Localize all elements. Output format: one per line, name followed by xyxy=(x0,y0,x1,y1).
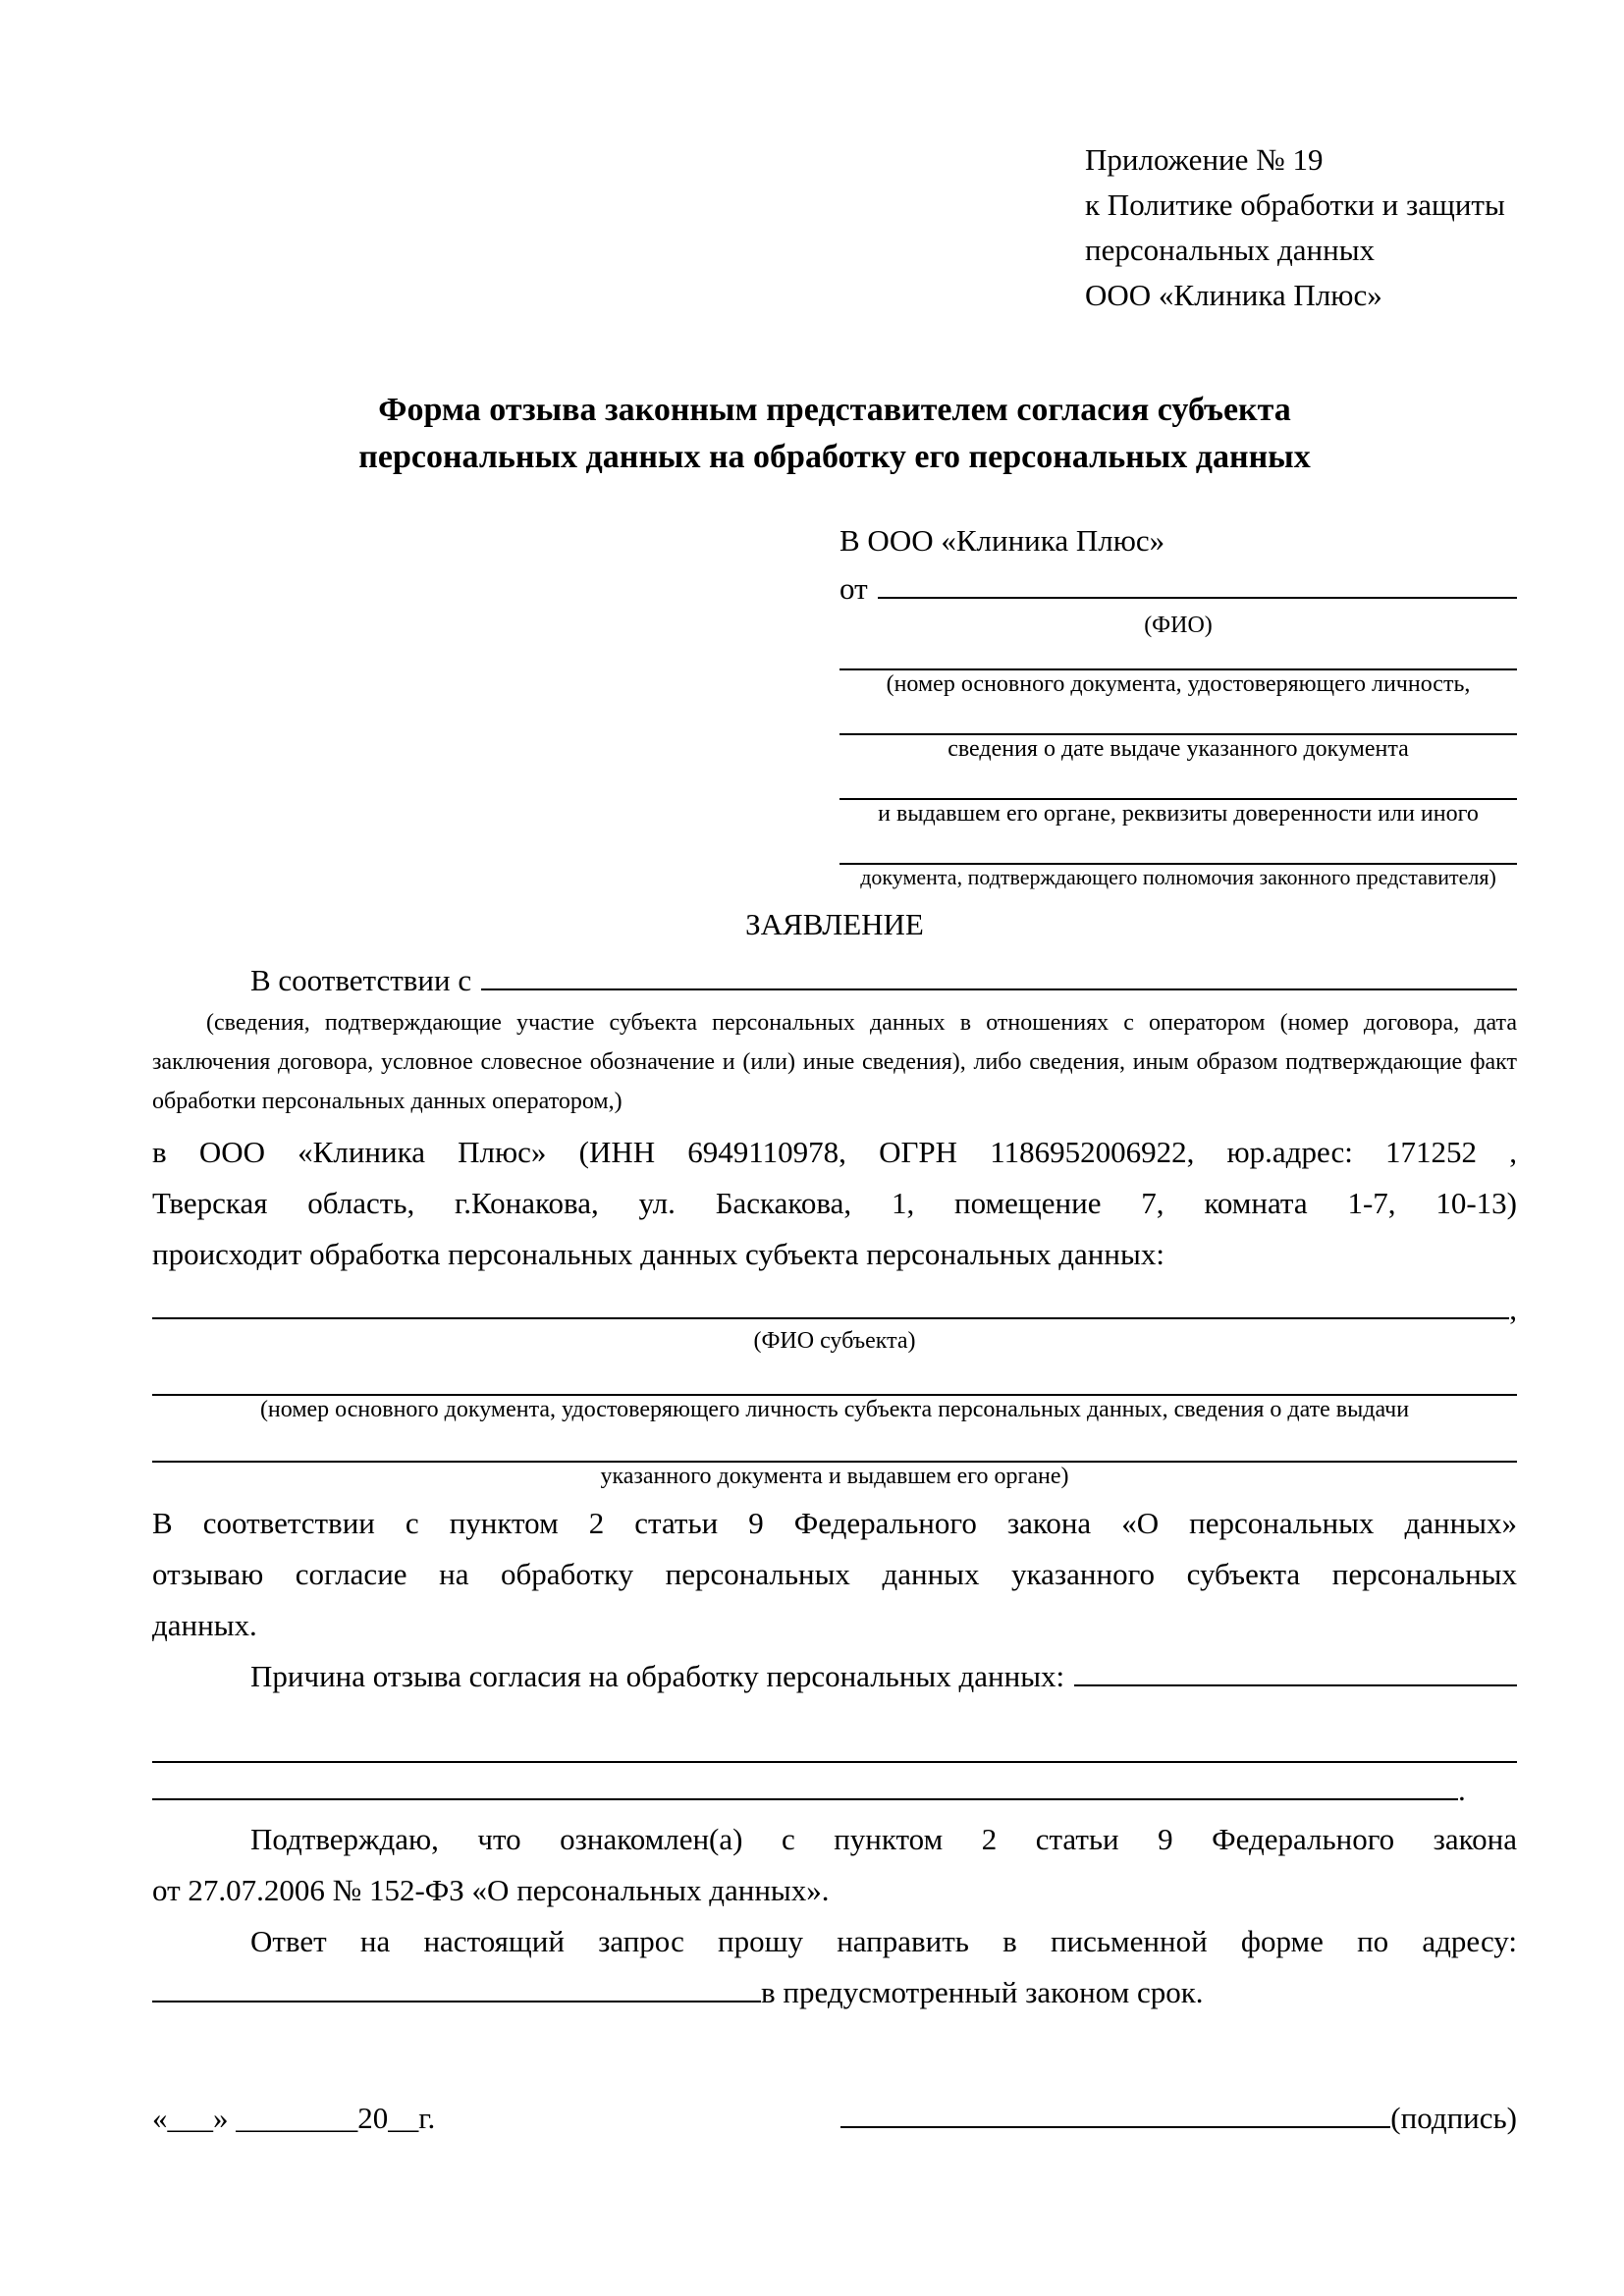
subject-fio-row xyxy=(152,1284,1517,1327)
reason-label: Причина отзыва согласия на обработку персональных данных: xyxy=(250,1659,1065,1693)
representative-doc-caption: документа, подтверждающего полномочия законного представителя) xyxy=(860,865,1496,889)
operator-paragraph-line: происходит обработка персональных данных субъекта персональных данных: xyxy=(152,1237,1164,1271)
reason-row xyxy=(152,1651,1517,1702)
document-title xyxy=(152,387,1517,481)
signature-row xyxy=(152,2093,1517,2136)
reason-period: . xyxy=(1458,1773,1466,1807)
confirm-paragraph-line: от 27.07.2006 № 152-ФЗ «О персональных данных». xyxy=(152,1873,830,1907)
subject-fio-field-line xyxy=(152,1284,1509,1319)
date-blank: «___» ________20__г. xyxy=(152,2101,436,2135)
operator-paragraph xyxy=(152,1127,1517,1280)
reply-suffix: в предусмотренный законом срок. xyxy=(761,1975,1204,2009)
basis-caption-line: заключения договора, условное словесное обозначение и (или) иные сведения), либо сведения, иным образом подтверждающие факт xyxy=(152,1049,1517,1075)
fio-caption: (ФИО) xyxy=(1144,613,1213,638)
reply-address-field-line xyxy=(152,1967,761,2002)
operator-paragraph-line: Тверская область, г.Конакова, ул. Баскакова, 1, помещение 7, комната 1-7, 10-13) xyxy=(152,1186,1517,1220)
reason-field-line-3-row xyxy=(152,1773,1517,1808)
withdrawal-paragraph-line: отзываю согласие на обработку персональных данных указанного субъекта персональных xyxy=(152,1557,1517,1591)
appendix-note-line: персональных данных xyxy=(1085,233,1376,267)
document-title-line: персональных данных на обработку его персональных данных xyxy=(358,439,1311,475)
basis-prefix: В соответствии с xyxy=(250,963,472,997)
appendix-note-line: Приложение № 19 xyxy=(1085,142,1324,177)
subject-doc-field-line xyxy=(152,1437,1517,1463)
withdrawal-paragraph-line: данных. xyxy=(152,1608,257,1642)
withdrawal-paragraph-line: В соответствии с пунктом 2 статьи 9 Федерального закона «О персональных данных» xyxy=(152,1506,1517,1540)
confirm-paragraph xyxy=(152,1814,1517,1916)
representative-doc-field-line xyxy=(839,839,1517,865)
signature-caption: (подпись) xyxy=(1390,2101,1517,2135)
basis-row xyxy=(152,955,1517,1003)
basis-caption-line: обработки персональных данных оператором,) xyxy=(152,1089,623,1114)
confirm-paragraph-line: Подтверждаю, что ознакомлен(а) с пунктом 2 статьи 9 Федерального закона xyxy=(250,1822,1517,1856)
subject-fio-comma: , xyxy=(1509,1292,1517,1326)
appendix-note-line: к Политике обработки и защиты xyxy=(1085,187,1505,222)
basis-caption xyxy=(152,1003,1517,1121)
representative-doc-field-line xyxy=(839,710,1517,735)
representative-doc-field-line xyxy=(839,774,1517,800)
representative-fio-field-line xyxy=(878,563,1517,599)
representative-doc-caption: сведения о дате выдаче указанного документа xyxy=(947,736,1409,762)
subject-doc-caption: (номер основного документа, удостоверяющего личность субъекта персональных данных, сведения о дате выдачи xyxy=(259,1397,1410,1422)
signature-right xyxy=(840,2093,1517,2136)
signature-field-line xyxy=(840,2093,1390,2128)
statement-heading: ЗАЯВЛЕНИЕ xyxy=(745,907,924,941)
from-row xyxy=(839,563,1517,612)
representative-doc-caption: и выдавшем его органе, реквизиты доверенности или иного xyxy=(878,801,1479,827)
representative-doc-field-line xyxy=(839,645,1517,670)
basis-caption-line: (сведения, подтверждающие участие субъекта персональных данных в отношениях с оператором (номер договора, дата xyxy=(206,1010,1517,1036)
reason-field-line-3 xyxy=(152,1775,1458,1800)
operator-paragraph-line: в ООО «Клиника Плюс» (ИНН 6949110978, ОГРН 1186952006922, юр.адрес: 171252 , xyxy=(152,1135,1517,1169)
reply-paragraph-line: Ответ на настоящий запрос прошу направить в письменной форме по адресу: xyxy=(250,1924,1517,1958)
reply-address-row xyxy=(152,1967,1517,2018)
subject-fio-caption: (ФИО субъекта) xyxy=(753,1328,916,1354)
appendix-note-line: ООО «Клиника Плюс» xyxy=(1085,278,1382,312)
from-label: от xyxy=(839,571,868,606)
appendix-note xyxy=(1085,137,1517,318)
basis-field-line xyxy=(481,955,1517,990)
withdrawal-paragraph xyxy=(152,1498,1517,1651)
addressee-block xyxy=(839,518,1517,890)
subject-doc-field-line xyxy=(152,1370,1517,1396)
reason-field-line xyxy=(1074,1651,1517,1686)
subject-doc-caption: указанного документа и выдавшем его органе) xyxy=(600,1464,1069,1489)
representative-doc-caption: (номер основного документа, удостоверяющего личность, xyxy=(886,671,1471,697)
addressee-organization: В ООО «Клиника Плюс» xyxy=(839,523,1165,558)
reason-field-line-2 xyxy=(152,1737,1517,1763)
document-title-line: Форма отзыва законным представителем согласия субъекта xyxy=(378,392,1291,428)
